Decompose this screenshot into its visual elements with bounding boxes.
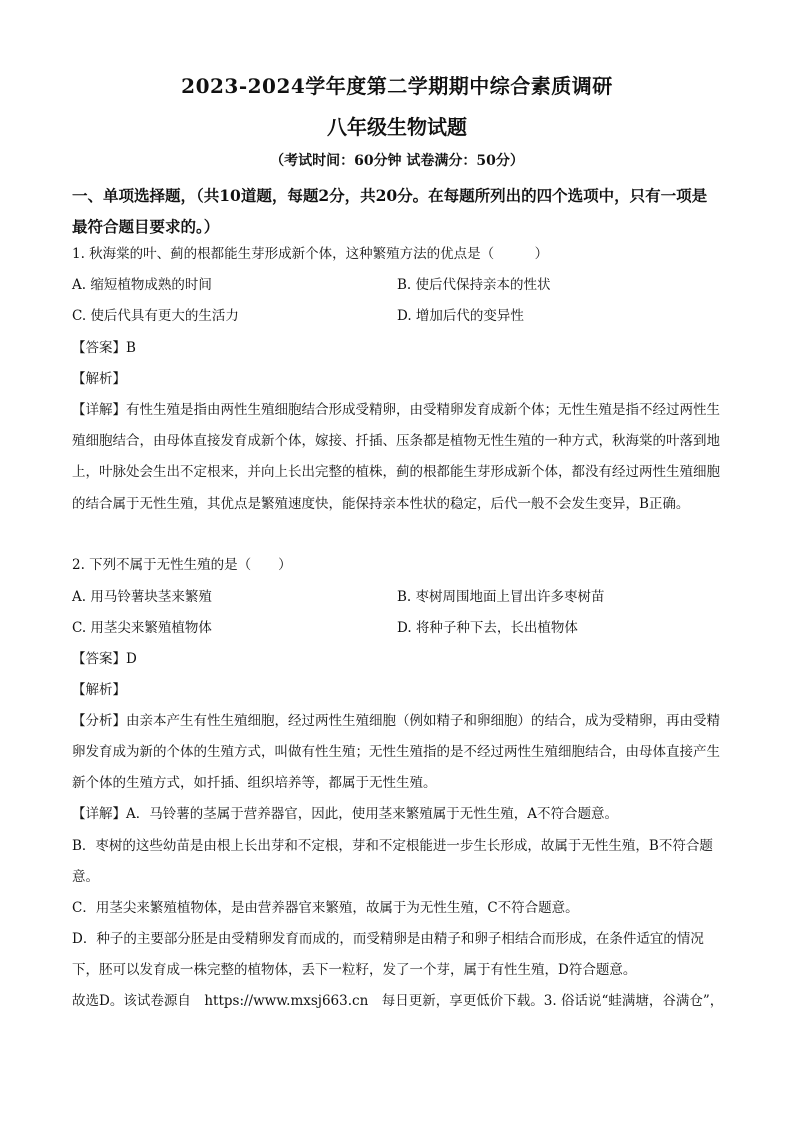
- question-2-detail-b: B．枣树的这些幼苗是由根上长出芽和不定根，芽和不定根能进一步生长形成，故属于无性生殖，B不符合题意。: [72, 838, 713, 886]
- question-1-option-d: D. 增加后代的变异性: [397, 308, 524, 324]
- section-heading: 一、单项选择题，（共10道题，每题2分，共20分。在每题所列出的四个选项中，只有一项是最符合题目要求的。）: [72, 186, 708, 236]
- question-2-option-d: D. 将种子种下去，长出植物体: [397, 620, 578, 636]
- question-1-answer: 【答案】B: [72, 340, 136, 356]
- footer-source-line: 故选D。该试卷源自 https://www.mxsj663.cn 每日更新，享更低价下载。3. 俗话说“蛙满塘，谷满仓”，: [72, 993, 724, 1009]
- question-2-stem: 2. 下列不属于无性生殖的是（ ）: [72, 557, 292, 573]
- question-2-analysis-label: 【解析】: [72, 682, 126, 698]
- question-2-detail-c: C．用茎尖来繁殖植物体，是由营养器官来繁殖，故属于为无性生殖，C不符合题意。: [72, 900, 579, 916]
- question-2-detail-a: 【详解】A．马铃薯的茎属于营养器官，因此，使用茎来繁殖属于无性生殖，A不符合题意。: [72, 806, 618, 822]
- question-2-option-b: B. 枣树周围地面上冒出许多枣树苗: [397, 589, 605, 605]
- exam-title: 2023-2024学年度第二学期期中综合素质调研: [181, 74, 613, 98]
- question-1-stem: 1. 秋海棠的叶、蓟的根都能生芽形成新个体，这种繁殖方法的优点是（ ）: [72, 246, 549, 262]
- question-2-detail-d: D．种子的主要部分胚是由受精卵发育而成的，而受精卵是由精子和卵子相结合而形成，在条件适宜的情况下，胚可以发育成一株完整的植物体，丢下一粒籽，发了一个芽，属于有性生殖，D符合题意。: [72, 931, 704, 979]
- question-2-option-a: A. 用马铃薯块茎来繁殖: [72, 589, 212, 605]
- question-1-analysis-label: 【解析】: [72, 371, 126, 387]
- question-1-option-b: B. 使后代保持亲本的性状: [397, 277, 551, 293]
- exam-info: （考试时间：60分钟 试卷满分：50分）: [270, 153, 524, 169]
- exam-subject: 八年级生物试题: [327, 115, 467, 139]
- question-1-option-a: A. 缩短植物成熟的时间: [72, 277, 212, 293]
- question-1-detail: 【详解】有性生殖是指由两性生殖细胞结合形成受精卵，由受精卵发育成新个体；无性生殖是指不经过两性生殖细胞结合，由母体直接发育成新个体，嫁接、扦插、压条都是植物无性生殖的一种方式，秋海棠的叶落到地上，叶脉处会生出不定根来，并向上长出完整的植株，蓟的根都能生芽形成新个体，都没有经过两性生殖细胞的结合属于无性生殖，其优点是繁殖速度快，能保持亲本性状的稳定，后代一般不会发生变异，B正确。: [72, 402, 720, 512]
- question-2-answer: 【答案】D: [72, 651, 137, 667]
- question-1-option-c: C. 使后代具有更大的生活力: [72, 308, 239, 324]
- question-2-fenxi: 【分析】由亲本产生有性生殖细胞，经过两性生殖细胞（例如精子和卵细胞）的结合，成为受精卵，再由受精卵发育成为新的个体的生殖方式，叫做有性生殖；无性生殖指的是不经过两性生殖细胞结合，由母体直接产生新个体的生殖方式，如扦插、组织培养等，都属于无性生殖。: [72, 713, 720, 792]
- question-2-option-c: C. 用茎尖来繁殖植物体: [72, 620, 212, 636]
